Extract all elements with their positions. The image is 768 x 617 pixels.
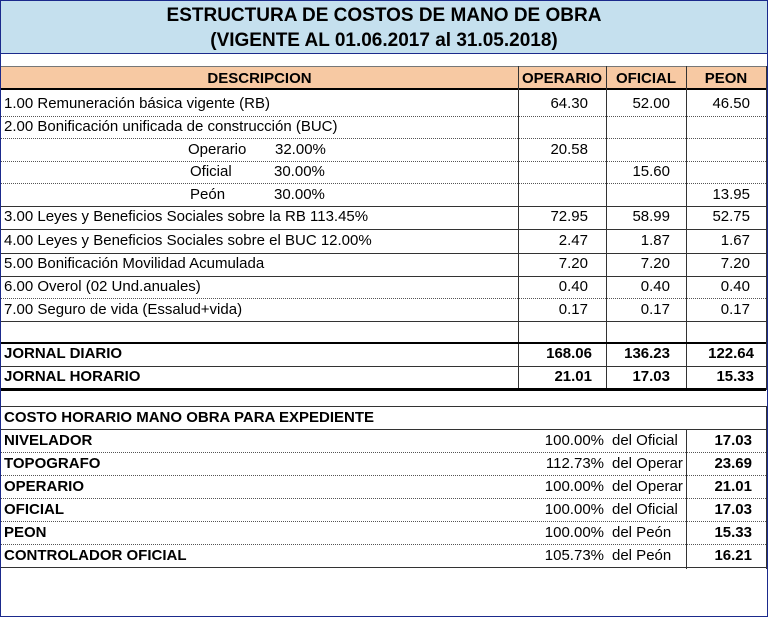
jornal-horario-oficial: 17.03 [632,368,670,385]
costo-row-percent: 112.73% [545,455,604,472]
row-3-operario: 72.95 [550,208,588,225]
row-7-peon: 0.17 [720,301,750,318]
title-line-1: ESTRUCTURA DE COSTOS DE MANO DE OBRA [166,5,602,26]
costo-row-reference: del Oficial [612,432,678,449]
row-7-oficial: 0.17 [640,301,670,318]
costo-row-reference: del Peón [612,524,672,541]
jornal-diario-operario: 168.06 [546,345,592,362]
costo-row-label: CONTROLADOR OFICIAL [4,547,187,564]
row-3-label: 3.00 Leyes y Beneficios Sociales sobre la RB 113.45% [4,208,369,225]
row-2c-peon: 13.95 [712,186,750,203]
row-6-oficial: 0.40 [640,278,670,295]
row-1-peon: 46.50 [712,95,750,112]
row-2-label: 2.00 Bonificación unificada de construcción (BUC) [4,118,338,135]
costo-row-label: PEON [4,524,47,541]
row-4-operario: 2.47 [558,232,588,249]
row-1-label: 1.00 Remuneración básica vigente (RB) [4,95,270,112]
jornal-horario-peon: 15.33 [716,368,754,385]
costo-row-label: TOPOGRAFO [4,455,101,472]
row-2c-label: Peón [190,186,226,203]
costo-row-percent: 100.00% [544,478,604,495]
costo-row-percent: 105.73% [544,547,604,564]
row-5-operario: 7.20 [558,255,588,272]
jornal-diario-peon: 122.64 [708,345,754,362]
costo-row-label: OPERARIO [4,478,85,495]
row-1-oficial: 52.00 [632,95,670,112]
costo-row-value: 17.03 [714,432,752,449]
row-2b-percent: 30.00% [274,163,325,180]
costo-row-percent: 100.00% [544,524,604,541]
row-6-peon: 0.40 [720,278,750,295]
costo-row-value: 17.03 [714,501,752,518]
costo-row-reference: del Operar [612,478,683,495]
costo-row-reference: del Peón [612,547,672,564]
row-4-label: 4.00 Leyes y Beneficios Sociales sobre el BUC 12.00% [4,232,372,249]
title-line-2: (VIGENTE AL 01.06.2017 al 31.05.2018) [210,30,558,51]
row-4-peon: 1.67 [720,232,750,249]
costo-row-value: 23.69 [714,455,752,472]
header-operario: OPERARIO [518,66,606,90]
jornal-horario-label: JORNAL HORARIO [4,368,141,385]
title-banner [1,1,767,53]
costo-row-value: 15.33 [714,524,752,541]
row-6-label: 6.00 Overol (02 Und.anuales) [4,278,201,295]
header-oficial: OFICIAL [606,66,686,90]
row-3-peon: 52.75 [712,208,750,225]
header-descripcion: DESCRIPCION [1,66,518,90]
costo-row-label: OFICIAL [4,501,64,518]
jornal-diario-label: JORNAL DIARIO [4,345,123,362]
row-1-operario: 64.30 [550,95,588,112]
costo-row-percent: 100.00% [544,432,604,449]
jornal-diario-oficial: 136.23 [624,345,670,362]
row-6-operario: 0.40 [558,278,588,295]
row-2b-oficial: 15.60 [632,163,670,180]
row-5-peon: 7.20 [720,255,750,272]
row-5-label: 5.00 Bonificación Movilidad Acumulada [4,255,265,272]
costo-row-percent: 100.00% [544,501,604,518]
costo-row-reference: del Operar [612,455,683,472]
header-peon: PEON [686,66,766,90]
costo-row-value: 21.01 [714,478,752,495]
costo-row-reference: del Oficial [612,501,678,518]
row-2a-percent: 32.00% [275,141,326,158]
row-7-label: 7.00 Seguro de vida (Essalud+vida) [4,301,243,318]
row-2a-label: Operario [188,141,247,158]
row-3-oficial: 58.99 [632,208,670,225]
row-5-oficial: 7.20 [640,255,670,272]
row-2a-operario: 20.58 [550,141,588,158]
row-2c-percent: 30.00% [274,186,325,203]
costo-heading: COSTO HORARIO MANO OBRA PARA EXPEDIENTE [4,409,375,426]
jornal-horario-operario: 21.01 [554,368,592,385]
row-7-operario: 0.17 [558,301,588,318]
row-2b-label: Oficial [190,163,232,180]
costo-row-label: NIVELADOR [4,432,93,449]
row-4-oficial: 1.87 [640,232,670,249]
costo-row-value: 16.21 [714,547,752,564]
